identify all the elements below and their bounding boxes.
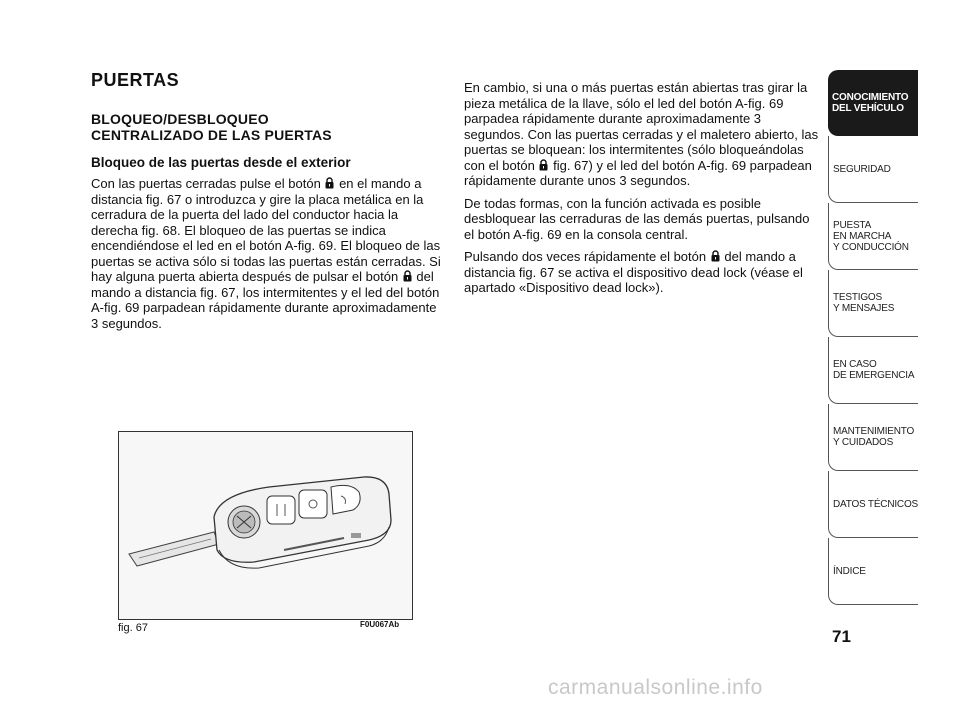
subtitle-line-1: BLOQUEO/DESBLOQUEO [91,111,269,127]
right-paragraph-2: De todas formas, con la función activada es posible desbloquear las cerraduras de las demás puertas, pulsando el botón A-fig. 69 en la consola central. [464,195,810,242]
subtitle [91,111,441,143]
tab-indice[interactable]: ÍNDICE [828,538,918,605]
lock-icon [403,270,412,282]
subheading: Bloqueo de las puertas desde el exterior [91,155,351,170]
left-paragraph-part1: Con las puertas cerradas pulse el botón [91,176,321,191]
left-paragraph-part3: del mando a distancia fig. 67, los intermitentes y el led del botón A-fig. 69 parpadean rápidamente durante aproximadamente 3 segundos. [91,269,440,331]
lock-icon [325,177,334,189]
left-paragraph-part2: en el mando a distancia fig. 67 o introduzca y gire la placa metálica en la cerradura de la puerta del lado del conductor hacia la derecha fig. 68. El bloqueo de las puertas se indica encendiéndose el led en el botón A-fig. 69. El bloqueo de las puertas se activa sólo si todas las puertas están cerradas. Si hay alguna puerta abierta después de pulsar el botón [91,176,441,284]
right-paragraph-1 [464,80,819,189]
tab-seguridad[interactable]: SEGURIDAD [828,136,918,203]
right-paragraph-3-part2: del mando a distancia fig. 67 se activa el dispositivo dead lock (véase el apartado «Dispositivo dead lock»). [464,249,803,295]
right-paragraph-1-part1: En cambio, si una o más puertas están abiertas tras girar la pieza metálica de la llave, sólo el led del botón A-fig. 69 parpadea rápidamente durante aproximadamente 3 segundos. Con las puertas cerradas y el maletero abierto, las puertas se bloquean: los intermitentes (sólo bloqueándolas con el botón [464,80,819,173]
right-paragraph-3-part1: Pulsando dos veces rápidamente el botón [464,249,707,264]
figure-caption: fig. 67 [118,622,148,634]
right-column [464,80,819,303]
watermark: carmanualsonline.info [548,676,763,699]
right-paragraph-3 [464,249,819,296]
tab-datos-tecnicos[interactable]: DATOS TÉCNICOS [828,471,918,538]
figure-key-fob [118,431,413,620]
tab-puesta-en-marcha[interactable]: PUESTA EN MARCHA Y CONDUCCIÓN [828,203,918,270]
figure-code: F0U067Ab [360,620,400,629]
tab-testigos-y-mensajes[interactable]: TESTIGOS Y MENSAJES [828,270,918,337]
page-number: 71 [832,627,851,646]
section-title: PUERTAS [91,70,180,90]
key-fob-illustration [119,432,412,619]
lock-icon [711,250,720,262]
left-column [91,70,441,338]
chapter-sidebar [828,70,918,605]
subtitle-line-2: CENTRALIZADO DE LAS PUERTAS [91,127,332,143]
tab-mantenimiento[interactable]: MANTENIMIENTO Y CUIDADOS [828,404,918,471]
right-paragraph-1-part2: fig. 67) y el led del botón A-fig. 69 parpadean rápidamente durante unos 3 segundos. [464,157,812,188]
tab-conocimiento-del-vehiculo[interactable]: CONOCIMIENTO DEL VEHÍCULO [828,70,918,136]
left-paragraph [91,176,441,331]
lock-icon [539,159,548,171]
tab-en-caso-de-emergencia[interactable]: EN CASO DE EMERGENCIA [828,337,918,404]
